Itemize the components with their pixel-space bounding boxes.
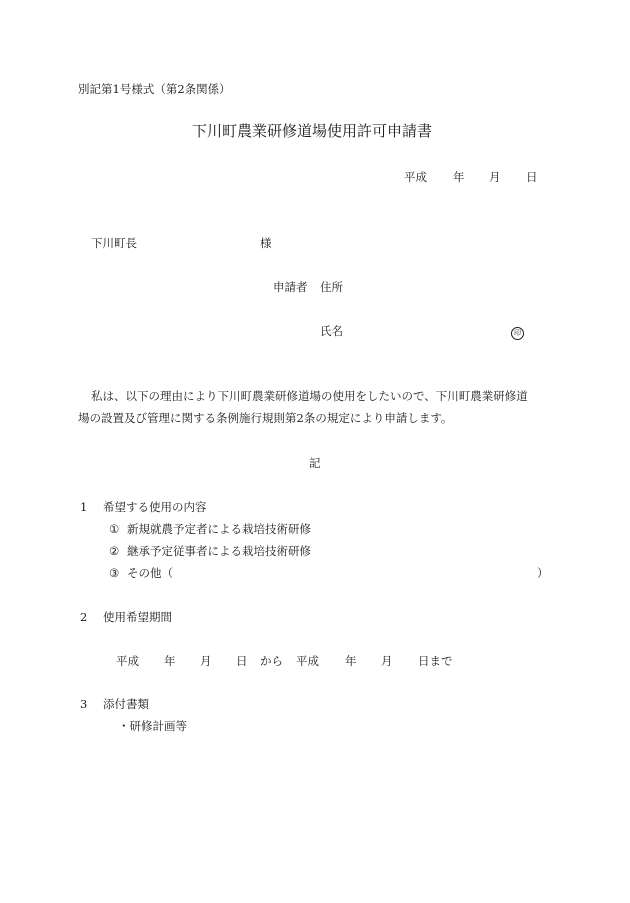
addressee-honorific: 様 bbox=[260, 236, 272, 250]
option-1-text: 新規就農予定者による栽培技術研修 bbox=[126, 522, 311, 536]
option-2-mark: ② bbox=[109, 544, 120, 558]
document-title: 下川町農業研修道場使用許可申請書 bbox=[192, 122, 433, 140]
period-to-era: 平成 bbox=[296, 654, 319, 668]
date-year: 年 bbox=[453, 170, 465, 184]
option-3 bbox=[109, 568, 173, 580]
attachment-item: ・研修計画等 bbox=[118, 719, 187, 733]
date-era: 平成 bbox=[404, 170, 427, 184]
request-body bbox=[78, 385, 558, 429]
option-2 bbox=[109, 546, 311, 558]
section3-number: 3 bbox=[80, 697, 88, 711]
section3-heading: 添付書類 bbox=[103, 697, 149, 711]
addressee-name: 下川町長 bbox=[91, 236, 137, 250]
option-3-close-paren: ） bbox=[537, 566, 549, 580]
period-to-year: 年 bbox=[345, 654, 357, 668]
period-to-day: 日まで bbox=[418, 654, 453, 668]
option-1 bbox=[109, 524, 311, 536]
applicant-address-label: 住所 bbox=[320, 280, 343, 294]
option-1-mark: ① bbox=[109, 522, 120, 536]
option-3-text: その他（ bbox=[126, 566, 173, 580]
section2-number: 2 bbox=[80, 610, 88, 624]
option-2-text: 継承予定従事者による栽培技術研修 bbox=[126, 544, 311, 558]
request-body-line-1: 私は、以下の理由により下川町農業研修道場の使用をしたいので、下川町農業研修道 bbox=[91, 389, 528, 403]
section2-heading: 使用希望期間 bbox=[103, 610, 172, 624]
seal-icon: 印 bbox=[511, 327, 524, 340]
request-body-line-2: 場の設置及び管理に関する条例施行規則第2条の規定により申請します。 bbox=[78, 411, 453, 425]
form-number: 別記第1号様式（第2条関係） bbox=[78, 82, 231, 96]
option-3-mark: ③ bbox=[109, 566, 120, 580]
period-from-era: 平成 bbox=[116, 654, 139, 668]
period-from-day: 日 bbox=[236, 654, 248, 668]
period-from-month: 月 bbox=[200, 654, 212, 668]
applicant-label: 申請者 bbox=[273, 280, 308, 294]
section1-heading: 希望する使用の内容 bbox=[103, 500, 207, 514]
applicant-name-label: 氏名 bbox=[320, 324, 343, 338]
section1-number: 1 bbox=[80, 500, 88, 514]
seal-mark bbox=[511, 326, 524, 340]
date-month: 月 bbox=[489, 170, 501, 184]
period-from-year: 年 bbox=[164, 654, 176, 668]
ki-heading: 記 bbox=[309, 456, 321, 470]
date-day: 日 bbox=[526, 170, 538, 184]
period-kara: から bbox=[260, 654, 283, 668]
period-to-month: 月 bbox=[381, 654, 393, 668]
